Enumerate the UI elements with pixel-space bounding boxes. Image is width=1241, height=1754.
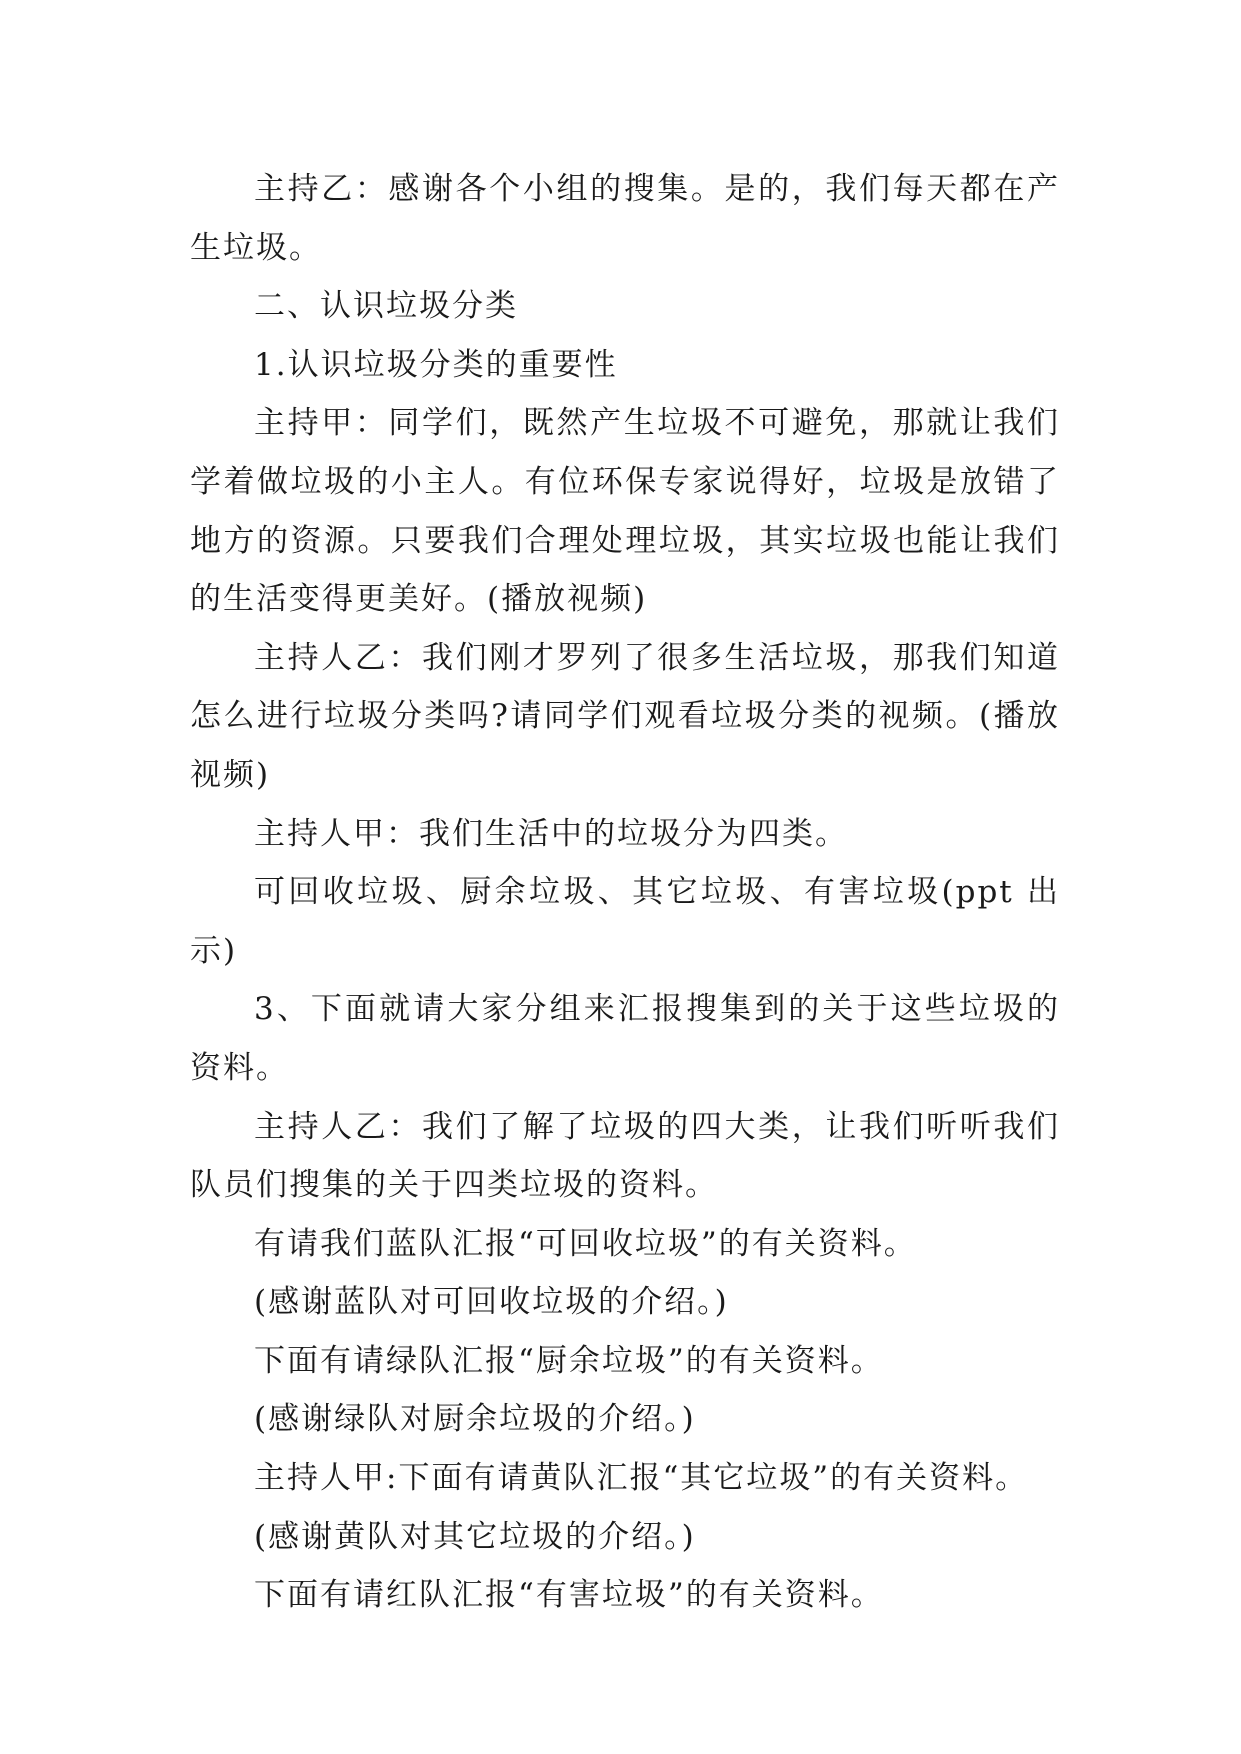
section-heading: 二、认识垃圾分类 <box>254 288 518 325</box>
paragraph: 主持人乙：我们了解了垃圾的四大类，让我们听听我们队员们搜集的关于四类垃圾的资料。 <box>190 1108 1060 1204</box>
paragraph: (感谢绿队对厨余垃圾的介绍。) <box>254 1401 696 1438</box>
paragraph: (感谢蓝队对可回收垃圾的介绍。) <box>254 1284 729 1321</box>
paragraph: 主持人甲：我们生活中的垃圾分为四类。 <box>254 815 848 852</box>
paragraph: 3、下面就请大家分组来汇报搜集到的关于这些垃圾的资料。 <box>190 991 1060 1086</box>
subsection-heading: 1.认识垃圾分类的重要性 <box>254 346 618 383</box>
document-body <box>190 160 1060 1625</box>
paragraph: 下面有请红队汇报“有害垃圾”的有关资料。 <box>254 1577 884 1614</box>
paragraph: 主持人乙：我们刚才罗列了很多生活垃圾，那我们知道怎么进行垃圾分类吗?请同学们观看垃圾分类的视频。(播放视频) <box>190 639 1060 793</box>
paragraph: 可回收垃圾、厨余垃圾、其它垃圾、有害垃圾(ppt 出示) <box>190 874 1060 969</box>
paragraph: 主持乙：感谢各个小组的搜集。是的，我们每天都在产生垃圾。 <box>190 171 1060 266</box>
paragraph: 主持人甲:下面有请黄队汇报“其它垃圾”的有关资料。 <box>254 1460 1029 1497</box>
paragraph: 下面有请绿队汇报“厨余垃圾”的有关资料。 <box>254 1342 884 1379</box>
paragraph: 有请我们蓝队汇报“可回收垃圾”的有关资料。 <box>254 1225 917 1262</box>
paragraph: 主持甲：同学们，既然产生垃圾不可避免，那就让我们学着做垃圾的小主人。有位环保专家说得好，垃圾是放错了地方的资源。只要我们合理处理垃圾，其实垃圾也能让我们的生活变得更美好。(播放视频) <box>190 405 1060 618</box>
paragraph: (感谢黄队对其它垃圾的介绍。) <box>254 1518 696 1555</box>
